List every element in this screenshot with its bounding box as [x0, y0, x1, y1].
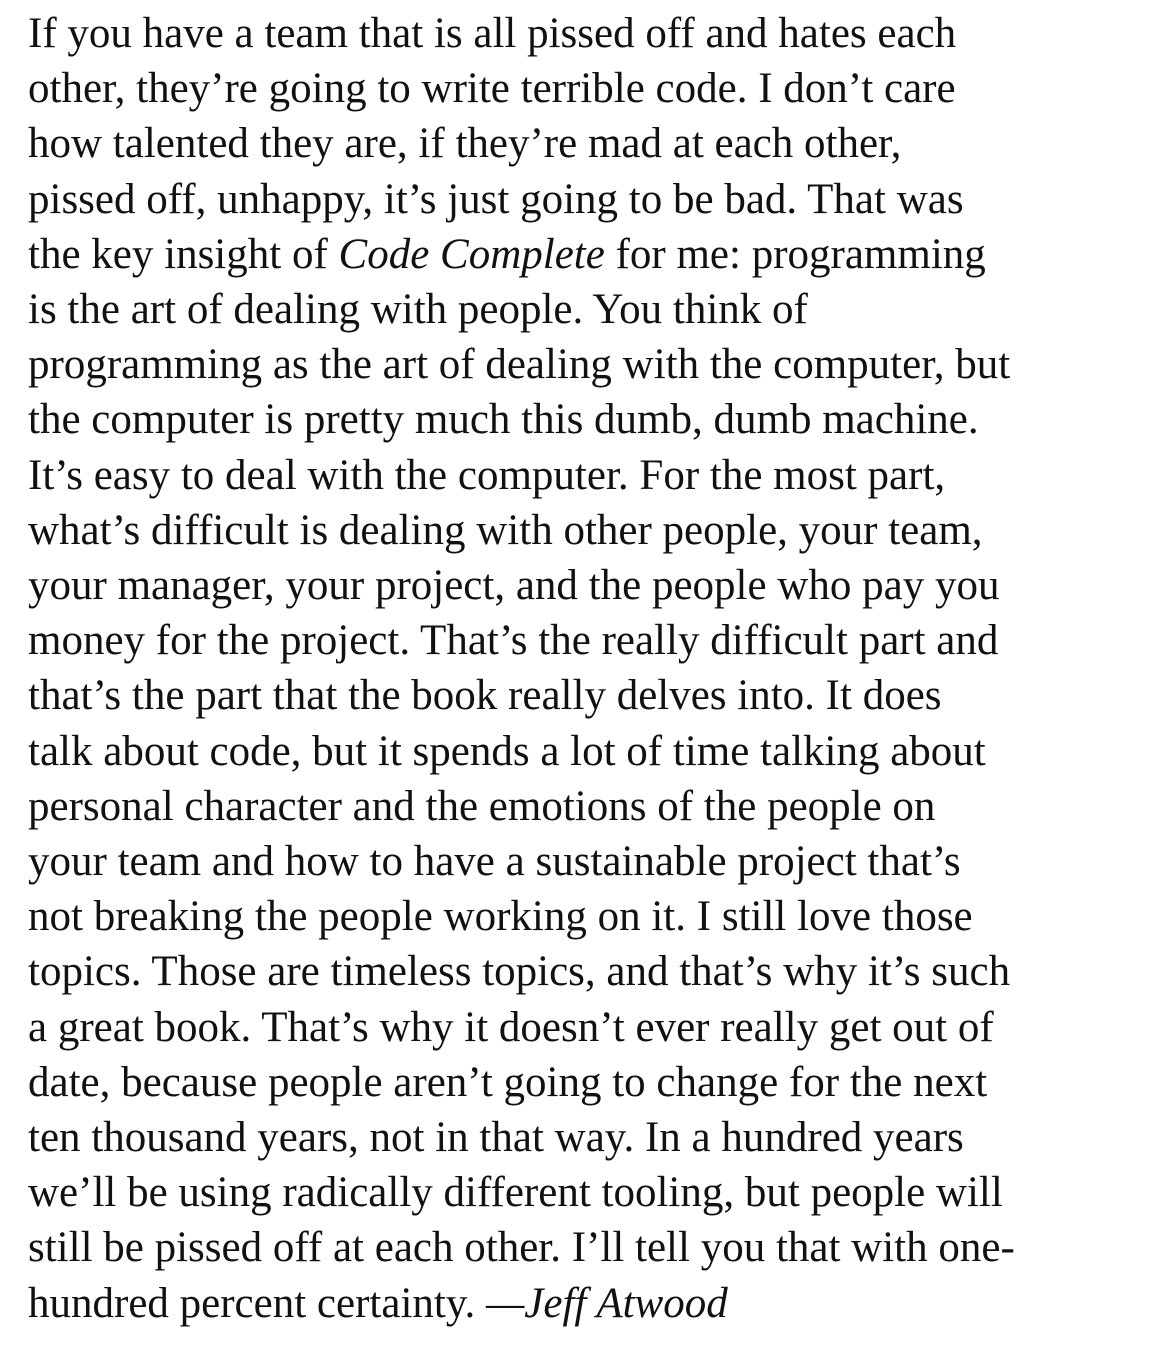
quote-line: pissed off, unhappy, it’s just going to be bad. That was — [28, 175, 964, 223]
book-title: Code Complete — [338, 230, 605, 278]
quote-text — [28, 6, 1138, 1331]
quote-fragment: the key insight of — [28, 230, 339, 278]
quote-line: is the art of dealing with people. You think of — [28, 286, 808, 334]
quote-line — [28, 1276, 1138, 1331]
quote-line: how talented they are, if they’re mad at each other, — [28, 120, 902, 168]
quote-line: not breaking the people working on it. I still love those — [28, 893, 973, 941]
quote-line: personal character and the emotions of the people on — [28, 782, 936, 830]
quote-line: the computer is pretty much this dumb, dumb machine. — [28, 396, 979, 444]
quote-line: If you have a team that is all pissed off and hates each — [28, 10, 957, 57]
quote-fragment: hundred percent certainty. — [28, 1279, 487, 1327]
quote-line: your team and how to have a sustainable project that’s — [28, 838, 961, 886]
quote-line: we’ll be using radically different tooling, but people will — [28, 1169, 1003, 1217]
quote-line: ten thousand years, not in that way. In a hundred years — [28, 1114, 964, 1162]
quote-author: —Jeff Atwood — [486, 1279, 728, 1327]
quote-line: your manager, your project, and the people who pay you — [28, 562, 1000, 610]
quote-line: topics. Those are timeless topics, and that’s why it’s such — [28, 948, 1011, 996]
quote-fragment: for me: programming — [604, 230, 986, 278]
quote-line: It’s easy to deal with the computer. For the most part, — [28, 451, 946, 499]
quote-line — [28, 227, 1138, 282]
quote-line: programming as the art of dealing with the computer, but — [28, 341, 1011, 389]
quote-page — [28, 6, 1138, 1331]
quote-line: date, because people aren’t going to change for the next — [28, 1058, 988, 1106]
quote-line: still be pissed off at each other. I’ll tell you that with one- — [28, 1224, 1015, 1272]
quote-line: talk about code, but it spends a lot of time talking about — [28, 727, 986, 775]
quote-line: what’s difficult is dealing with other people, your team, — [28, 506, 983, 554]
quote-line: that’s the part that the book really delves into. It does — [28, 672, 942, 720]
quote-line: money for the project. That’s the really difficult part and — [28, 617, 999, 665]
quote-line: a great book. That’s why it doesn’t ever really get out of — [28, 1003, 994, 1051]
quote-line: other, they’re going to write terrible code. I don’t care — [28, 65, 956, 113]
